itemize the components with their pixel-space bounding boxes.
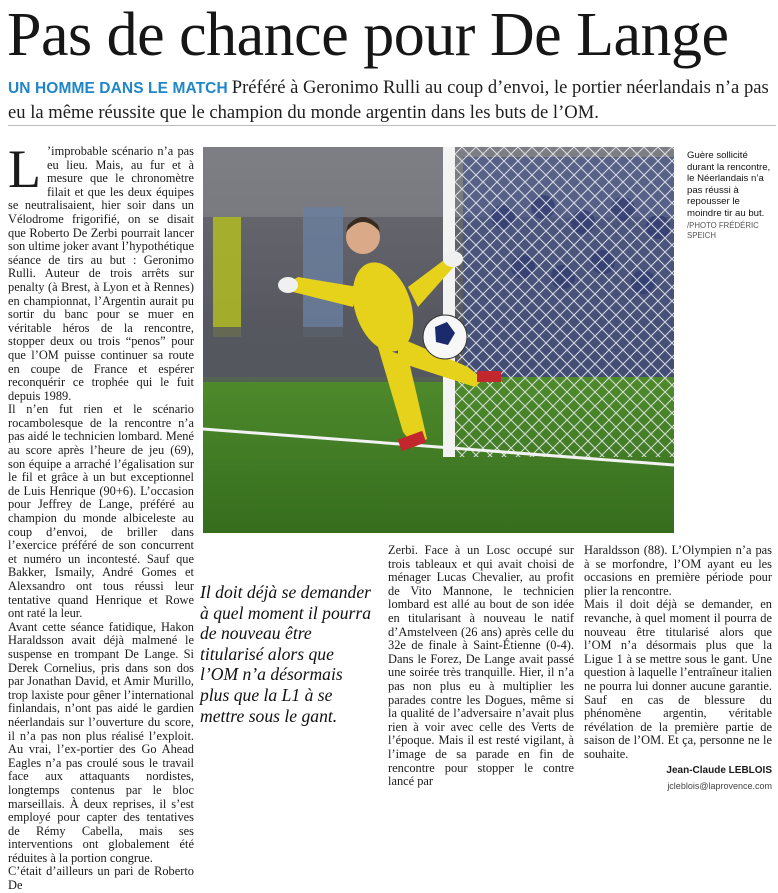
match-photo bbox=[203, 147, 674, 533]
article-column-2 bbox=[388, 544, 574, 789]
caption-text: Guère sollicité durant la rencontre, le Néerlandais n’a pas réussi à repousser le moindre tir au but. bbox=[687, 150, 771, 219]
pull-quote: Il doit déjà se demander à quel moment il pourra de nouveau être titularisé alors que l’OM n’a désormais plus que la L1 à se mettre sous le gant. bbox=[200, 582, 372, 726]
article-paragraph: Avant cette séance fatidique, Hakon Haraldsson avait déjà malmené le suspense en trompant De Lange. Si Derek Cornelius, pris dans son dos par Jonathan David, et Amir Murillo, trop laxiste pour gêner l’international finlandais, n’ont pas aidé le gardien néerlandais sur l’ouverture du score, il n’a pas non plus réalisé l’exploit. Au vrai, l’ex-portier des Go Ahead Eagles n’a pas croulé sous le travail face aux attaquants nordistes, longtemps contenus par le bloc marseillais. À deux reprises, il s’est employé pour capter des tentatives de Rémy Cabella, mais ses interventions ont globalement été réduites à la portion congrue. bbox=[8, 619, 194, 865]
article-paragraph: Haraldsson (88). L’Olympien n’a pas à se morfondre, l’OM ayant eu les occasions en première période pour plier la rencontre. bbox=[584, 543, 772, 598]
divider bbox=[8, 125, 776, 126]
article-column-1 bbox=[8, 139, 194, 893]
author-email[interactable]: jcleblois@laprovence.com bbox=[667, 781, 772, 792]
headline: Pas de chance pour De Lange bbox=[7, 1, 729, 69]
goalkeeper-diving-photo bbox=[203, 147, 674, 533]
article-paragraph: Mais il doit déjà se demander, en revanche, à quel moment il pourra de nouveau être titularisé alors que l’OM n’a désormais plus que la Ligue 1 à se mettre sous le gant. Une question à laquelle l’entraîneur italien ne pourra lui donner aucune garantie. Sauf en cas de blessure du phénomène argentin, véritable révélation de la première partie de saison de l’OM. Et ça, personne ne le souhaite. bbox=[584, 597, 772, 761]
article-paragraph: ’improbable scénario n’a pas eu lieu. Mais, au fur et à mesure que le chronomètre filait et que les deux équipes se neutralisaient, hier soir dans un Vélodrome frigorifié, on se disait que Roberto De Zerbi pourrait lancer son ultime joker avant l’hypothétique séance de tirs au but : Geronimo Rulli. Auteur de trois arrêts sur penalty (à Brest, à Lyon et à Rennes) en championnat, l’Argentin aurait pu sortir du banc pour se muer en véritable héros de la rencontre, stopper deux ou trois “penos” pour que l’OM puisse continuer sa route en coupe de France et espérer reconquérir ce trophée qui le fuit depuis 1989. bbox=[8, 144, 194, 403]
article-paragraph: Il n’en fut rien et le scénario rocambolesque de la rencontre n’a pas aidé le technicien lombard. Mené au score après l’heure de jeu (69), son équipe a arraché l’égalisation sur le fil et grâce à un but exceptionnel de Luis Henrique (90+6). L’occasion pour Jeffrey de Lange, préféré au champion du monde albiceleste au coup d’envoi, de briller dans l’exercice préféré de son concurrent et numéro un incontesté. Sauf que Bakker, Ismaily, André Gomes et Alexsandro ont tous réussi leur tentative quand Henrique et Rowe ont raté la leur. bbox=[8, 402, 194, 621]
article-paragraph: C’était d’ailleurs un pari de Roberto De bbox=[8, 864, 194, 893]
article-column-3 bbox=[584, 544, 772, 794]
author-signature: Jean-Claude LEBLOIS bbox=[666, 764, 772, 776]
standfirst-text: Préféré à Geronimo Rulli au coup d’envoi, le portier néerlandais n’a pas eu la même réussite que le champion du monde argentin dans les buts de l’OM. bbox=[8, 77, 769, 123]
drop-cap: L bbox=[8, 139, 41, 199]
kicker-label: UN HOMME DANS LE MATCH bbox=[8, 80, 228, 97]
photo-caption bbox=[687, 150, 773, 241]
article-paragraph: Zerbi. Face à un Losc occupé sur trois tableaux et qui avait choisi de ménager Lucas Chevalier, au profit de Vito Mannone, le technicien lombard est allé au bout de son idée en titularisant à nouveau le natif d’Amstelveen (26 ans) après celle du 32e de finale à Saint-Étienne (0-4). Dans le Forez, De Lange avait passé une soirée très tranquille. Hier, il n’a pas non plus eu à multiplier les parades contre les Dogues, même si la qualité de l’adversaire n’avait plus rien à voir avec celle des Verts de l’époque. Mais il est resté vigilant, à l’image de sa parade en fin de rencontre pour stopper le contre lancé par bbox=[388, 543, 574, 789]
photo-credit: /PHOTO FRÉDÉRIC SPEICH bbox=[687, 220, 759, 240]
standfirst bbox=[8, 76, 774, 125]
